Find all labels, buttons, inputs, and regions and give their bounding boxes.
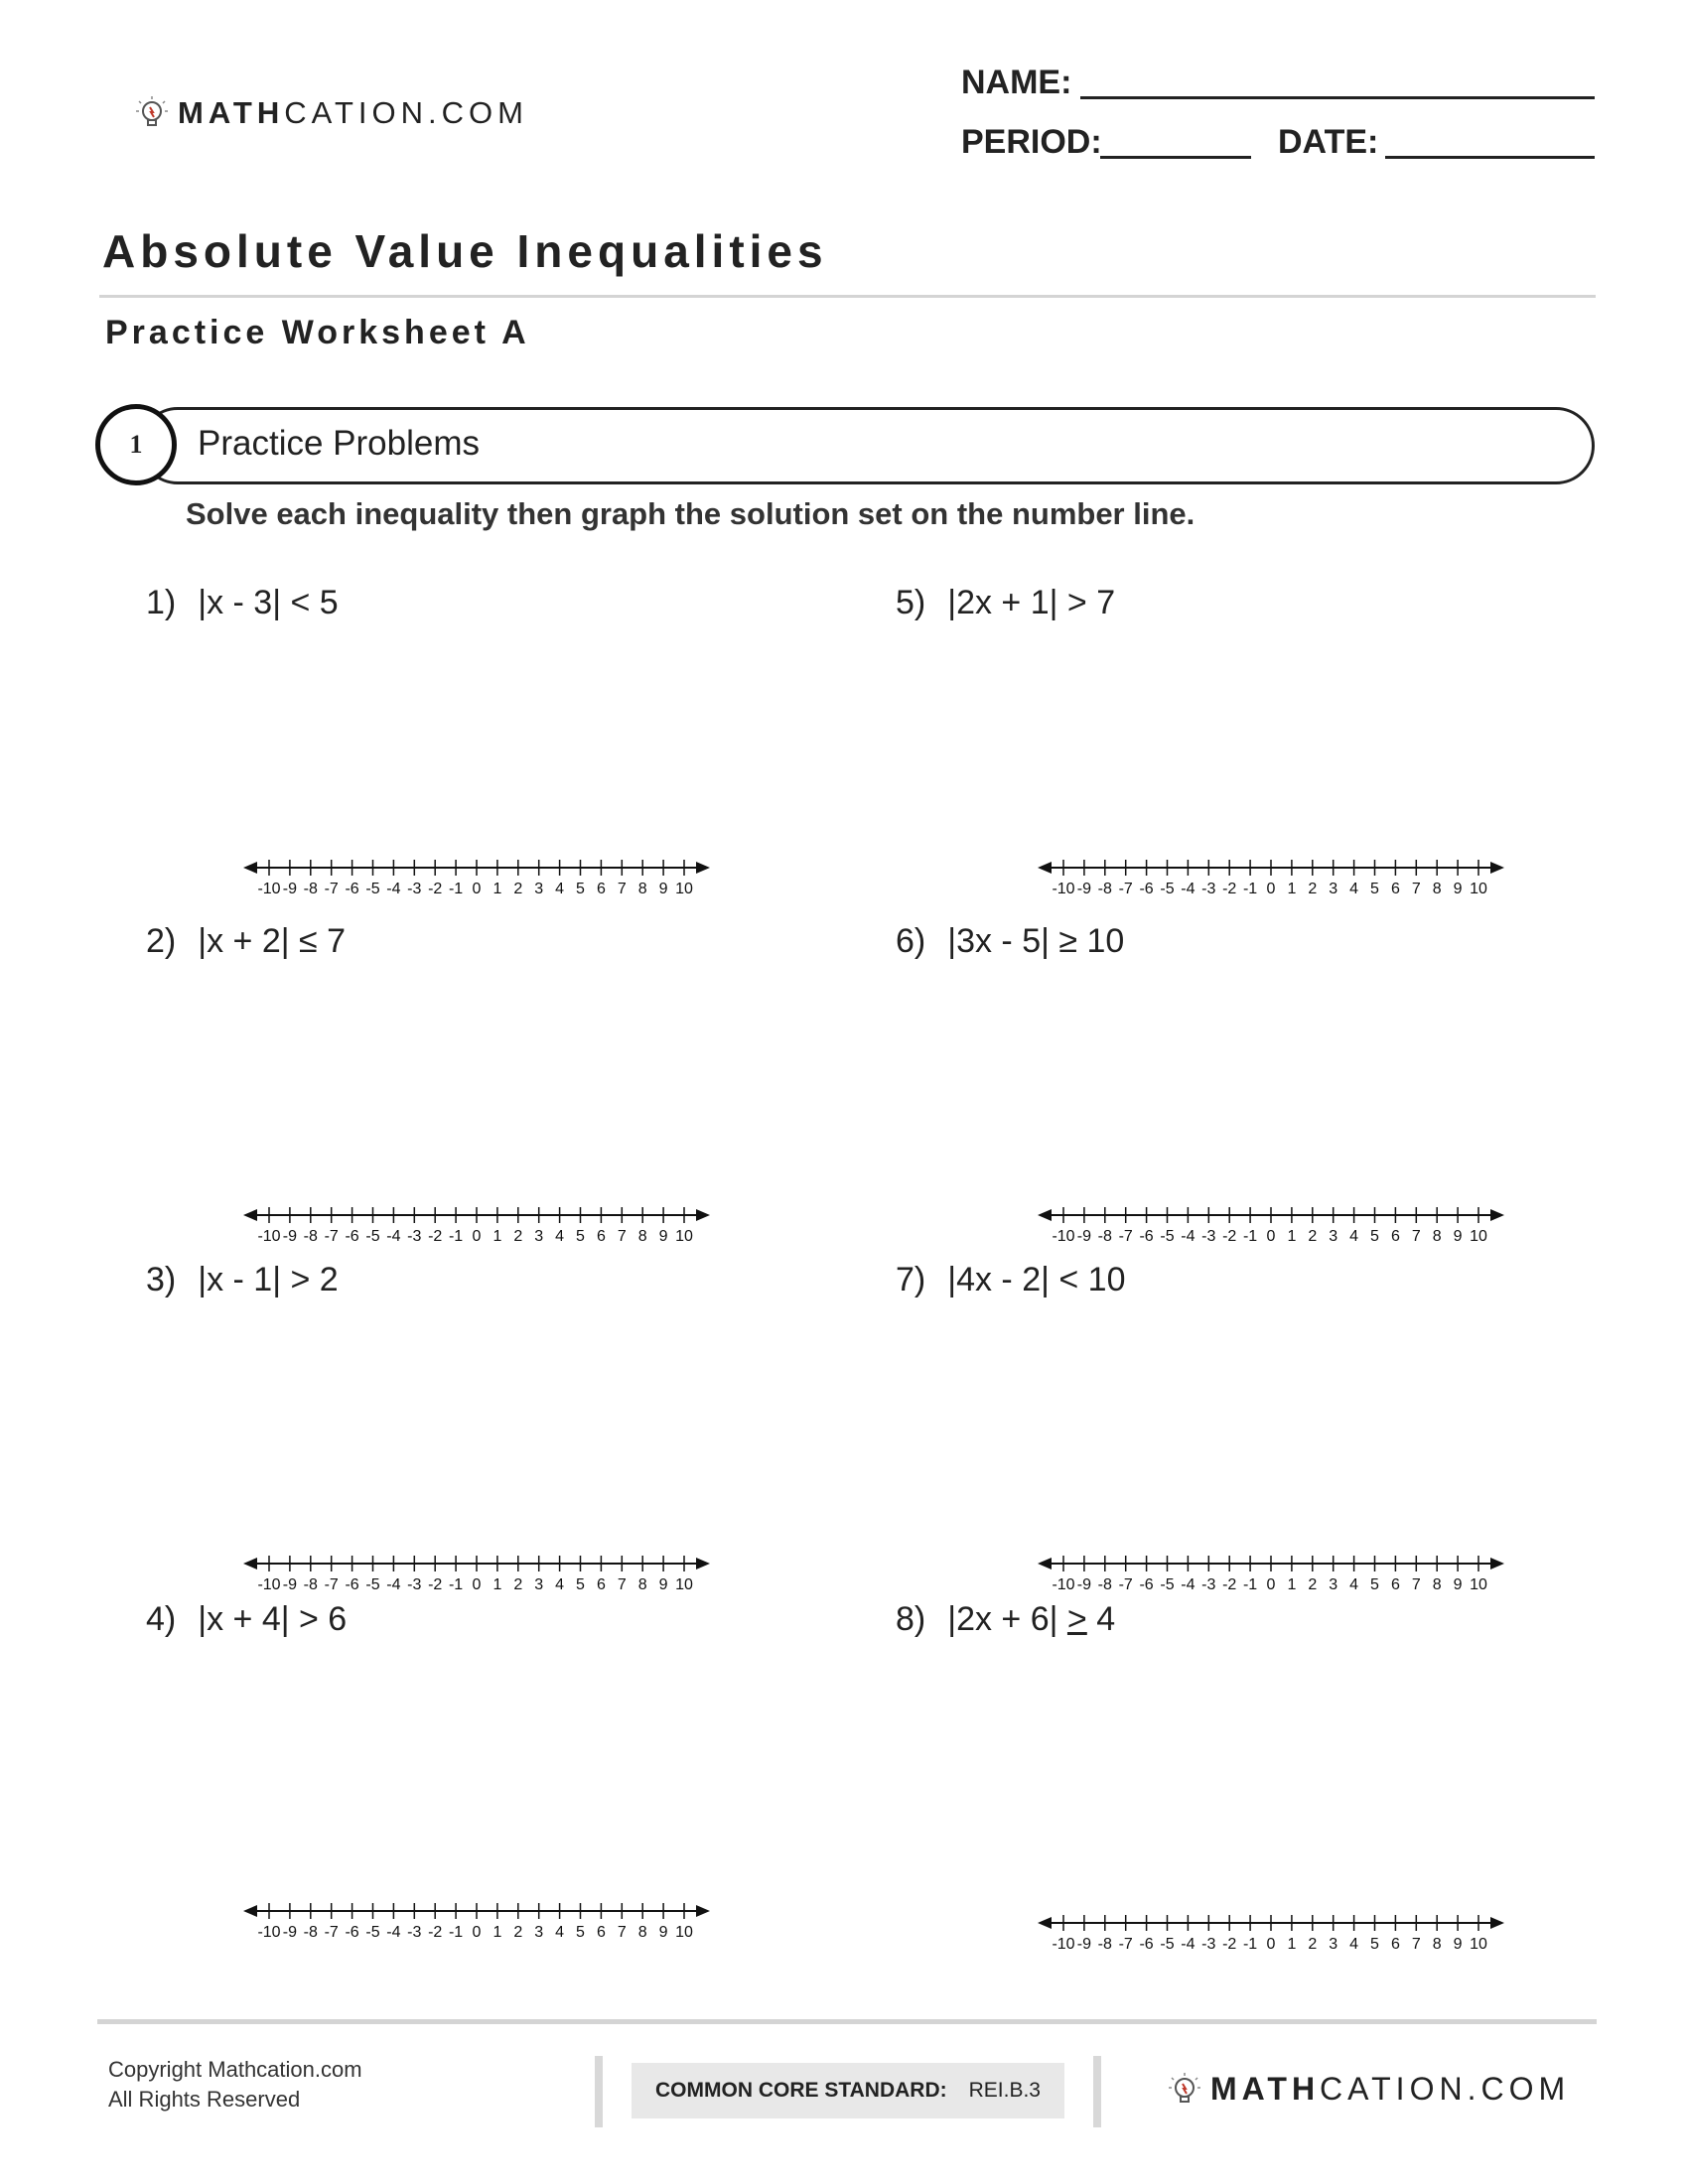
tick-label: -2 <box>1222 1936 1237 1953</box>
tick-label: -5 <box>365 1576 380 1593</box>
problem-1: 1) |x - 3| < 5 <box>146 584 339 621</box>
tick-label: -1 <box>1242 1228 1258 1245</box>
tick-label: -4 <box>386 1228 401 1245</box>
tick-label: 3 <box>534 1228 544 1245</box>
tick-label: -6 <box>345 881 359 897</box>
tick-label: -7 <box>1118 1228 1133 1245</box>
tick-label: 3 <box>1329 1228 1338 1245</box>
tick-label: -6 <box>1139 1936 1154 1953</box>
tick-label: 3 <box>1329 1576 1338 1593</box>
tick-label: -1 <box>448 1576 464 1593</box>
tick-label: 7 <box>617 1576 627 1593</box>
tick-label: 8 <box>1432 1228 1442 1245</box>
tick-label: -7 <box>1118 881 1133 897</box>
tick-label: -1 <box>448 1228 464 1245</box>
tick-label: -10 <box>1052 1228 1075 1245</box>
copyright-line-2: All Rights Reserved <box>108 2087 301 2112</box>
name-field[interactable] <box>1080 96 1595 99</box>
problem-6: 6) |3x - 5| ≥ 10 <box>896 922 1125 960</box>
tick-label: 8 <box>637 1924 647 1941</box>
problem-3: 3) |x - 1| > 2 <box>146 1261 339 1298</box>
tick-label: 6 <box>596 1924 606 1941</box>
tick-label: 6 <box>596 881 606 897</box>
tick-label: 6 <box>1390 1936 1400 1953</box>
tick-label: 10 <box>1470 1936 1487 1953</box>
tick-label: 10 <box>675 881 693 897</box>
tick-label: -3 <box>407 1924 422 1941</box>
tick-label: 2 <box>1308 1936 1318 1953</box>
tick-label: 9 <box>1453 1576 1463 1593</box>
tick-label: 10 <box>1470 881 1487 897</box>
tick-label: 0 <box>472 1576 482 1593</box>
tick-label: 7 <box>617 1228 627 1245</box>
tick-label: 4 <box>1349 881 1359 897</box>
tick-label: 9 <box>658 1228 668 1245</box>
tick-label: -6 <box>345 1924 359 1941</box>
tick-label: -9 <box>282 1924 298 1941</box>
tick-label: 6 <box>1390 1228 1400 1245</box>
tick-label: -7 <box>324 1228 339 1245</box>
tick-label: 6 <box>1390 1576 1400 1593</box>
right-arrow-icon <box>1490 1558 1504 1570</box>
period-label: PERIOD: <box>961 123 1102 161</box>
footer-divider <box>97 2019 1597 2024</box>
tick-label: 10 <box>675 1576 693 1593</box>
tick-label: -2 <box>428 1228 443 1245</box>
tick-label: 5 <box>1370 1576 1379 1593</box>
lightbulb-icon <box>1167 2072 1202 2108</box>
tick-label: -8 <box>303 1924 318 1941</box>
tick-label: 5 <box>576 1924 585 1941</box>
tick-label: -7 <box>324 881 339 897</box>
tick-label: -7 <box>324 1576 339 1593</box>
tick-label: -4 <box>1181 1576 1196 1593</box>
tick-label: 2 <box>1308 1576 1318 1593</box>
right-arrow-icon <box>1490 1209 1504 1221</box>
tick-label: -9 <box>1076 1576 1092 1593</box>
left-arrow-icon <box>243 1905 257 1917</box>
tick-label: -1 <box>1242 1936 1258 1953</box>
tick-label: -2 <box>428 881 443 897</box>
tick-label: -10 <box>1052 881 1075 897</box>
tick-label: 6 <box>1390 881 1400 897</box>
tick-label: 2 <box>513 1924 523 1941</box>
tick-label: 10 <box>675 1228 693 1245</box>
left-arrow-icon <box>243 862 257 874</box>
tick-label: -9 <box>1076 881 1092 897</box>
problem-4: 4) |x + 4| > 6 <box>146 1600 348 1638</box>
period-field[interactable] <box>1100 156 1251 159</box>
section-label: Practice Problems <box>198 424 480 463</box>
tick-label: -5 <box>1160 1936 1175 1953</box>
tick-label: 1 <box>1287 881 1297 897</box>
left-arrow-icon <box>1038 862 1052 874</box>
tick-label: 6 <box>596 1576 606 1593</box>
tick-label: -4 <box>1181 881 1196 897</box>
tick-label: -7 <box>1118 1936 1133 1953</box>
tick-label: -9 <box>282 1576 298 1593</box>
copyright <box>108 2055 362 2115</box>
tick-label: 4 <box>555 1576 565 1593</box>
header-logo <box>134 95 528 131</box>
common-core-standard: COMMON CORE STANDARD: REI.B.3 <box>632 2063 1064 2118</box>
number-line-2[interactable] <box>243 1203 710 1247</box>
tick-label: -5 <box>365 881 380 897</box>
tick-label: 4 <box>1349 1228 1359 1245</box>
tick-label: 2 <box>513 881 523 897</box>
number-line-5[interactable] <box>1038 856 1504 899</box>
tick-label: 1 <box>492 1576 502 1593</box>
tick-label: -8 <box>303 1228 318 1245</box>
tick-label: -5 <box>1160 881 1175 897</box>
tick-label: 7 <box>1411 1936 1421 1953</box>
tick-label: -3 <box>1201 1936 1216 1953</box>
section-number: 1 <box>95 404 177 485</box>
tick-label: 2 <box>1308 1228 1318 1245</box>
tick-label: -6 <box>1139 1576 1154 1593</box>
footer-logo <box>1167 2071 1570 2108</box>
tick-label: -2 <box>1222 1228 1237 1245</box>
left-arrow-icon <box>1038 1209 1052 1221</box>
tick-label: -10 <box>257 1576 281 1593</box>
tick-label: -9 <box>1076 1228 1092 1245</box>
page-subtitle: Practice Worksheet A <box>105 314 530 351</box>
tick-label: -2 <box>1222 1576 1237 1593</box>
number-line-1[interactable] <box>243 856 710 899</box>
tick-label: 1 <box>492 1924 502 1941</box>
tick-label: -4 <box>1181 1228 1196 1245</box>
tick-label: 9 <box>658 1924 668 1941</box>
number-line-4[interactable] <box>243 1899 710 1943</box>
date-label: DATE: <box>1278 123 1379 161</box>
number-line-6[interactable] <box>1038 1203 1504 1247</box>
copyright-line-1: Copyright Mathcation.com <box>108 2057 362 2082</box>
tick-label: 7 <box>1411 1576 1421 1593</box>
tick-label: -8 <box>1097 1228 1112 1245</box>
tick-label: 2 <box>513 1228 523 1245</box>
tick-label: -6 <box>1139 1228 1154 1245</box>
tick-label: -9 <box>1076 1936 1092 1953</box>
tick-label: -7 <box>1118 1576 1133 1593</box>
tick-label: -4 <box>386 881 401 897</box>
tick-label: 7 <box>617 1924 627 1941</box>
tick-label: -10 <box>257 1924 281 1941</box>
tick-label: -3 <box>407 881 422 897</box>
right-arrow-icon <box>1490 862 1504 874</box>
tick-label: -4 <box>386 1576 401 1593</box>
tick-label: 4 <box>555 881 565 897</box>
left-arrow-icon <box>1038 1917 1052 1929</box>
tick-label: 5 <box>576 1228 585 1245</box>
tick-label: -10 <box>1052 1576 1075 1593</box>
tick-label: 4 <box>1349 1936 1359 1953</box>
tick-label: 0 <box>472 1228 482 1245</box>
tick-label: 10 <box>1470 1576 1487 1593</box>
tick-label: 0 <box>1266 881 1276 897</box>
logo-text: MATHCATION.COM <box>178 95 528 130</box>
tick-label: 3 <box>1329 881 1338 897</box>
tick-label: -1 <box>448 1924 464 1941</box>
tick-label: 4 <box>1349 1576 1359 1593</box>
left-arrow-icon <box>243 1558 257 1570</box>
date-field[interactable] <box>1385 156 1595 159</box>
lightbulb-icon <box>134 95 170 131</box>
tick-label: 9 <box>1453 1936 1463 1953</box>
tick-label: 0 <box>1266 1576 1276 1593</box>
logo-text: MATHCATION.COM <box>1210 2071 1571 2107</box>
tick-label: 8 <box>1432 1576 1442 1593</box>
tick-label: -2 <box>428 1576 443 1593</box>
tick-label: -6 <box>345 1228 359 1245</box>
tick-label: 5 <box>1370 1228 1379 1245</box>
tick-label: 0 <box>1266 1936 1276 1953</box>
tick-label: -8 <box>303 1576 318 1593</box>
problem-5: 5) |2x + 1| > 7 <box>896 584 1116 621</box>
footer-separator-right <box>1093 2056 1101 2127</box>
footer-separator-left <box>595 2056 603 2127</box>
tick-label: -9 <box>282 881 298 897</box>
tick-label: -4 <box>1181 1936 1196 1953</box>
tick-label: 8 <box>637 1228 647 1245</box>
tick-label: 0 <box>472 881 482 897</box>
tick-label: 3 <box>534 1576 544 1593</box>
tick-label: 1 <box>1287 1576 1297 1593</box>
left-arrow-icon <box>243 1209 257 1221</box>
tick-label: 9 <box>658 1576 668 1593</box>
right-arrow-icon <box>1490 1917 1504 1929</box>
tick-label: 3 <box>534 1924 544 1941</box>
tick-label: 1 <box>1287 1228 1297 1245</box>
problem-8: 8) |2x + 6| > 4 <box>896 1600 1116 1638</box>
tick-label: 10 <box>1470 1228 1487 1245</box>
tick-label: 4 <box>555 1924 565 1941</box>
tick-label: 2 <box>513 1576 523 1593</box>
tick-label: 2 <box>1308 881 1318 897</box>
tick-label: 3 <box>1329 1936 1338 1953</box>
number-line-3[interactable] <box>243 1552 710 1595</box>
tick-label: 5 <box>576 1576 585 1593</box>
tick-label: -6 <box>1139 881 1154 897</box>
title-divider <box>99 295 1596 298</box>
tick-label: 4 <box>555 1228 565 1245</box>
problem-7: 7) |4x - 2| < 10 <box>896 1261 1126 1298</box>
tick-label: -3 <box>1201 1228 1216 1245</box>
tick-label: -7 <box>324 1924 339 1941</box>
tick-label: -3 <box>1201 881 1216 897</box>
tick-label: 6 <box>596 1228 606 1245</box>
tick-label: 8 <box>1432 881 1442 897</box>
tick-label: -5 <box>1160 1228 1175 1245</box>
name-label: NAME: <box>961 64 1072 101</box>
tick-label: -1 <box>448 881 464 897</box>
number-line-8[interactable] <box>1038 1911 1504 1955</box>
right-arrow-icon <box>696 1209 710 1221</box>
tick-label: 10 <box>675 1924 693 1941</box>
problem-2: 2) |x + 2| ≤ 7 <box>146 922 347 960</box>
tick-label: -5 <box>1160 1576 1175 1593</box>
tick-label: 5 <box>576 881 585 897</box>
right-arrow-icon <box>696 1558 710 1570</box>
tick-label: 5 <box>1370 881 1379 897</box>
tick-label: 0 <box>1266 1228 1276 1245</box>
instructions: Solve each inequality then graph the solution set on the number line. <box>186 496 1196 531</box>
tick-label: -2 <box>1222 881 1237 897</box>
tick-label: 1 <box>1287 1936 1297 1953</box>
tick-label: 0 <box>472 1924 482 1941</box>
tick-label: 8 <box>637 881 647 897</box>
tick-label: 9 <box>658 881 668 897</box>
tick-label: -8 <box>1097 1936 1112 1953</box>
tick-label: -3 <box>1201 1576 1216 1593</box>
tick-label: 8 <box>1432 1936 1442 1953</box>
right-arrow-icon <box>696 862 710 874</box>
tick-label: -2 <box>428 1924 443 1941</box>
tick-label: -3 <box>407 1228 422 1245</box>
tick-label: -8 <box>1097 1576 1112 1593</box>
tick-label: 7 <box>1411 1228 1421 1245</box>
tick-label: 7 <box>1411 881 1421 897</box>
tick-label: 1 <box>492 1228 502 1245</box>
tick-label: -10 <box>257 1228 281 1245</box>
tick-label: -8 <box>1097 881 1112 897</box>
tick-label: 1 <box>492 881 502 897</box>
tick-label: 5 <box>1370 1936 1379 1953</box>
tick-label: 8 <box>637 1576 647 1593</box>
tick-label: 3 <box>534 881 544 897</box>
tick-label: -8 <box>303 881 318 897</box>
right-arrow-icon <box>696 1905 710 1917</box>
tick-label: 9 <box>1453 881 1463 897</box>
tick-label: -3 <box>407 1576 422 1593</box>
tick-label: -6 <box>345 1576 359 1593</box>
tick-label: -4 <box>386 1924 401 1941</box>
number-line-7[interactable] <box>1038 1552 1504 1595</box>
tick-label: -1 <box>1242 881 1258 897</box>
tick-label: -5 <box>365 1228 380 1245</box>
tick-label: 7 <box>617 881 627 897</box>
tick-label: -9 <box>282 1228 298 1245</box>
left-arrow-icon <box>1038 1558 1052 1570</box>
tick-label: -1 <box>1242 1576 1258 1593</box>
page-title: Absolute Value Inequalities <box>102 225 828 277</box>
tick-label: -10 <box>257 881 281 897</box>
tick-label: -5 <box>365 1924 380 1941</box>
tick-label: -10 <box>1052 1936 1075 1953</box>
tick-label: 9 <box>1453 1228 1463 1245</box>
